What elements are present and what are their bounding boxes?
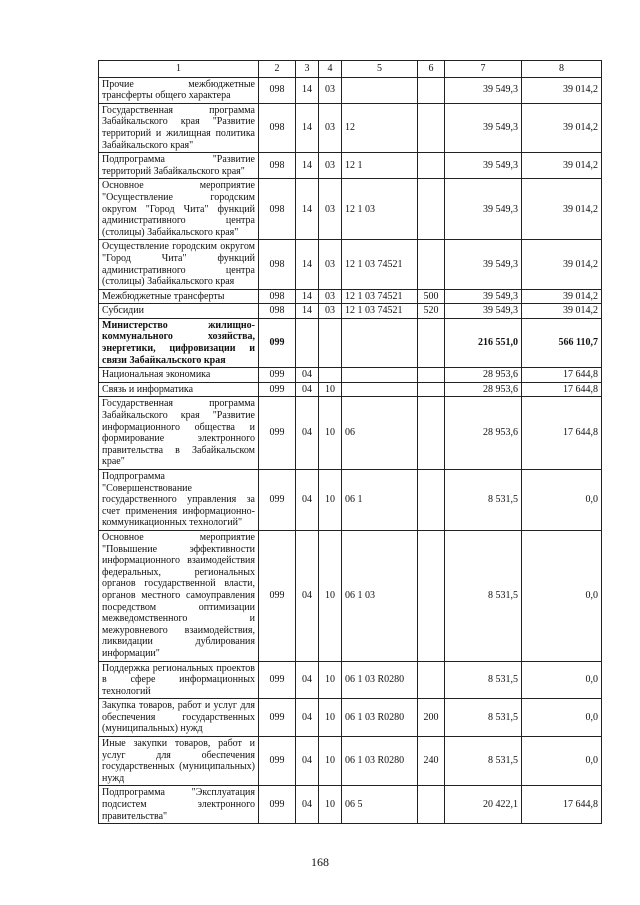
row-subsection-code: 10: [319, 786, 342, 824]
row-name: Связь и информатика: [99, 382, 259, 397]
row-expense-type: 200: [418, 699, 445, 737]
row-ministry-code: 099: [259, 397, 296, 470]
row-expense-type: [418, 382, 445, 397]
row-expense-type: [418, 77, 445, 103]
row-subsection-code: 10: [319, 530, 342, 661]
row-amount-col7: 39 549,3: [445, 179, 522, 240]
row-amount-col8: 0,0: [522, 530, 602, 661]
row-name: Национальная экономика: [99, 368, 259, 383]
row-amount-col7: 39 549,3: [445, 289, 522, 304]
row-name: Министерство жилищно-коммунального хозяйства, энергетики, цифровизации и связи Забайкальского края: [99, 318, 259, 367]
row-amount-col8: 39 014,2: [522, 103, 602, 152]
row-ministry-code: 099: [259, 786, 296, 824]
row-amount-col7: 39 549,3: [445, 240, 522, 289]
row-name: Иные закупки товаров, работ и услуг для обеспечения государственных (муниципальных) нужд: [99, 737, 259, 786]
row-expense-type: 500: [418, 289, 445, 304]
row-ministry-code: 099: [259, 470, 296, 531]
table-row: [99, 153, 602, 179]
table-row: [99, 318, 602, 367]
row-expense-type: [418, 530, 445, 661]
row-ministry-code: 099: [259, 318, 296, 367]
table-row: [99, 103, 602, 152]
row-target-article: 12 1 03: [342, 179, 418, 240]
row-expense-type: [418, 397, 445, 470]
row-section-code: 14: [296, 240, 319, 289]
row-amount-col8: 39 014,2: [522, 179, 602, 240]
row-subsection-code: 03: [319, 179, 342, 240]
row-ministry-code: 099: [259, 530, 296, 661]
row-ministry-code: 098: [259, 179, 296, 240]
row-target-article: 12 1 03 74521: [342, 289, 418, 304]
row-expense-type: [418, 786, 445, 824]
row-amount-col7: 8 531,5: [445, 699, 522, 737]
row-target-article: [342, 368, 418, 383]
row-subsection-code: 10: [319, 382, 342, 397]
row-target-article: 06 1 03 R0280: [342, 661, 418, 699]
row-amount-col8: 17 644,8: [522, 786, 602, 824]
row-target-article: 12 1: [342, 153, 418, 179]
row-ministry-code: 098: [259, 103, 296, 152]
row-section-code: 04: [296, 368, 319, 383]
row-target-article: 12 1 03 74521: [342, 304, 418, 319]
table-row: [99, 786, 602, 824]
row-amount-col7: 28 953,6: [445, 368, 522, 383]
row-amount-col8: 39 014,2: [522, 153, 602, 179]
row-amount-col8: 0,0: [522, 661, 602, 699]
row-target-article: 12: [342, 103, 418, 152]
table-row: [99, 661, 602, 699]
row-ministry-code: 099: [259, 699, 296, 737]
row-subsection-code: 10: [319, 470, 342, 531]
row-target-article: 06: [342, 397, 418, 470]
row-ministry-code: 098: [259, 77, 296, 103]
row-amount-col8: 39 014,2: [522, 240, 602, 289]
row-expense-type: [418, 103, 445, 152]
page-number: 168: [311, 855, 329, 869]
row-subsection-code: 03: [319, 304, 342, 319]
table-row: [99, 77, 602, 103]
row-ministry-code: 098: [259, 289, 296, 304]
table-row: [99, 240, 602, 289]
row-name: Государственная программа Забайкальского края "Развитие территорий и жилищная политика Забайкальского края": [99, 103, 259, 152]
header-cell-5: 5: [342, 61, 418, 78]
table-row: [99, 179, 602, 240]
row-expense-type: 240: [418, 737, 445, 786]
row-section-code: [296, 318, 319, 367]
row-subsection-code: [319, 368, 342, 383]
table-row: [99, 289, 602, 304]
row-ministry-code: 099: [259, 661, 296, 699]
row-expense-type: [418, 368, 445, 383]
row-amount-col7: 28 953,6: [445, 382, 522, 397]
row-amount-col8: 0,0: [522, 699, 602, 737]
row-amount-col8: 17 644,8: [522, 368, 602, 383]
table-row: [99, 397, 602, 470]
row-subsection-code: 10: [319, 699, 342, 737]
row-ministry-code: 098: [259, 153, 296, 179]
row-ministry-code: 098: [259, 240, 296, 289]
row-ministry-code: 099: [259, 382, 296, 397]
row-amount-col7: 39 549,3: [445, 77, 522, 103]
row-amount-col8: 0,0: [522, 470, 602, 531]
row-section-code: 04: [296, 661, 319, 699]
row-target-article: 06 1 03: [342, 530, 418, 661]
row-amount-col8: 39 014,2: [522, 289, 602, 304]
table-row: [99, 530, 602, 661]
row-amount-col8: 17 644,8: [522, 382, 602, 397]
row-section-code: 14: [296, 77, 319, 103]
row-target-article: 06 1: [342, 470, 418, 531]
row-subsection-code: 10: [319, 737, 342, 786]
row-amount-col7: 8 531,5: [445, 737, 522, 786]
row-section-code: 14: [296, 153, 319, 179]
table-header-row: [99, 61, 602, 78]
header-cell-4: 4: [319, 61, 342, 78]
row-section-code: 14: [296, 304, 319, 319]
table-row: [99, 737, 602, 786]
row-target-article: 06 1 03 R0280: [342, 737, 418, 786]
row-name: Осуществление городским округом "Город Чита" функций административного центра (столицы) Забайкальского края: [99, 240, 259, 289]
row-section-code: 04: [296, 699, 319, 737]
row-name: Подпрограмма "Развитие территорий Забайкальского края": [99, 153, 259, 179]
row-ministry-code: 099: [259, 368, 296, 383]
row-subsection-code: 03: [319, 153, 342, 179]
row-name: Прочие межбюджетные трансферты общего характера: [99, 77, 259, 103]
row-amount-col7: 39 549,3: [445, 103, 522, 152]
row-amount-col7: 39 549,3: [445, 304, 522, 319]
row-subsection-code: 03: [319, 103, 342, 152]
row-amount-col8: 17 644,8: [522, 397, 602, 470]
header-cell-8: 8: [522, 61, 602, 78]
row-subsection-code: 03: [319, 289, 342, 304]
row-amount-col7: 39 549,3: [445, 153, 522, 179]
table-row: [99, 470, 602, 531]
budget-table: [98, 60, 602, 824]
row-amount-col7: 8 531,5: [445, 661, 522, 699]
row-name: Основное мероприятие "Повышение эффективности информационного взаимодействия федеральных, региональных органов государственной власти, органов местного самоуправления посредством оптимизации межведомственного и межуровневого взаимодействия, ликвидации дублирования информации": [99, 530, 259, 661]
row-section-code: 04: [296, 737, 319, 786]
row-section-code: 04: [296, 786, 319, 824]
row-amount-col7: 216 551,0: [445, 318, 522, 367]
row-expense-type: 520: [418, 304, 445, 319]
table-row: [99, 304, 602, 319]
header-cell-6: 6: [418, 61, 445, 78]
row-expense-type: [418, 661, 445, 699]
row-target-article: [342, 318, 418, 367]
row-name: Закупка товаров, работ и услуг для обеспечения государственных (муниципальных) нужд: [99, 699, 259, 737]
row-section-code: 04: [296, 530, 319, 661]
table-body: [99, 61, 602, 824]
row-expense-type: [418, 470, 445, 531]
row-subsection-code: 10: [319, 661, 342, 699]
row-expense-type: [418, 153, 445, 179]
row-expense-type: [418, 179, 445, 240]
row-subsection-code: 03: [319, 240, 342, 289]
header-cell-1: 1: [99, 61, 259, 78]
row-name: Межбюджетные трансферты: [99, 289, 259, 304]
row-subsection-code: [319, 318, 342, 367]
row-amount-col7: 28 953,6: [445, 397, 522, 470]
row-section-code: 14: [296, 103, 319, 152]
row-name: Государственная программа Забайкальского края "Развитие информационного общества и формирование электронного правительства в Забайкальском крае": [99, 397, 259, 470]
row-amount-col8: 39 014,2: [522, 304, 602, 319]
row-ministry-code: 099: [259, 737, 296, 786]
row-section-code: 04: [296, 397, 319, 470]
row-expense-type: [418, 240, 445, 289]
row-target-article: [342, 77, 418, 103]
row-target-article: [342, 382, 418, 397]
row-target-article: 06 1 03 R0280: [342, 699, 418, 737]
row-target-article: 06 5: [342, 786, 418, 824]
row-section-code: 04: [296, 470, 319, 531]
row-target-article: 12 1 03 74521: [342, 240, 418, 289]
row-amount-col7: 8 531,5: [445, 470, 522, 531]
row-amount-col7: 8 531,5: [445, 530, 522, 661]
row-amount-col8: 39 014,2: [522, 77, 602, 103]
row-name: Субсидии: [99, 304, 259, 319]
row-name: Поддержка региональных проектов в сфере информационных технологий: [99, 661, 259, 699]
row-section-code: 14: [296, 289, 319, 304]
row-amount-col7: 20 422,1: [445, 786, 522, 824]
row-subsection-code: 10: [319, 397, 342, 470]
row-name: Основное мероприятие "Осуществление городским округом "Город Чита" функций административного центра (столицы) Забайкальского края": [99, 179, 259, 240]
header-cell-7: 7: [445, 61, 522, 78]
row-amount-col8: 566 110,7: [522, 318, 602, 367]
row-expense-type: [418, 318, 445, 367]
row-name: Подпрограмма "Совершенствование государственного управления за счет применения информационно-коммуникационных технологий": [99, 470, 259, 531]
row-ministry-code: 098: [259, 304, 296, 319]
table-row: [99, 382, 602, 397]
table-row: [99, 699, 602, 737]
header-cell-3: 3: [296, 61, 319, 78]
row-section-code: 04: [296, 382, 319, 397]
header-cell-2: 2: [259, 61, 296, 78]
row-amount-col8: 0,0: [522, 737, 602, 786]
row-section-code: 14: [296, 179, 319, 240]
row-subsection-code: 03: [319, 77, 342, 103]
table-row: [99, 368, 602, 383]
row-name: Подпрограмма "Эксплуатация подсистем электронного правительства": [99, 786, 259, 824]
